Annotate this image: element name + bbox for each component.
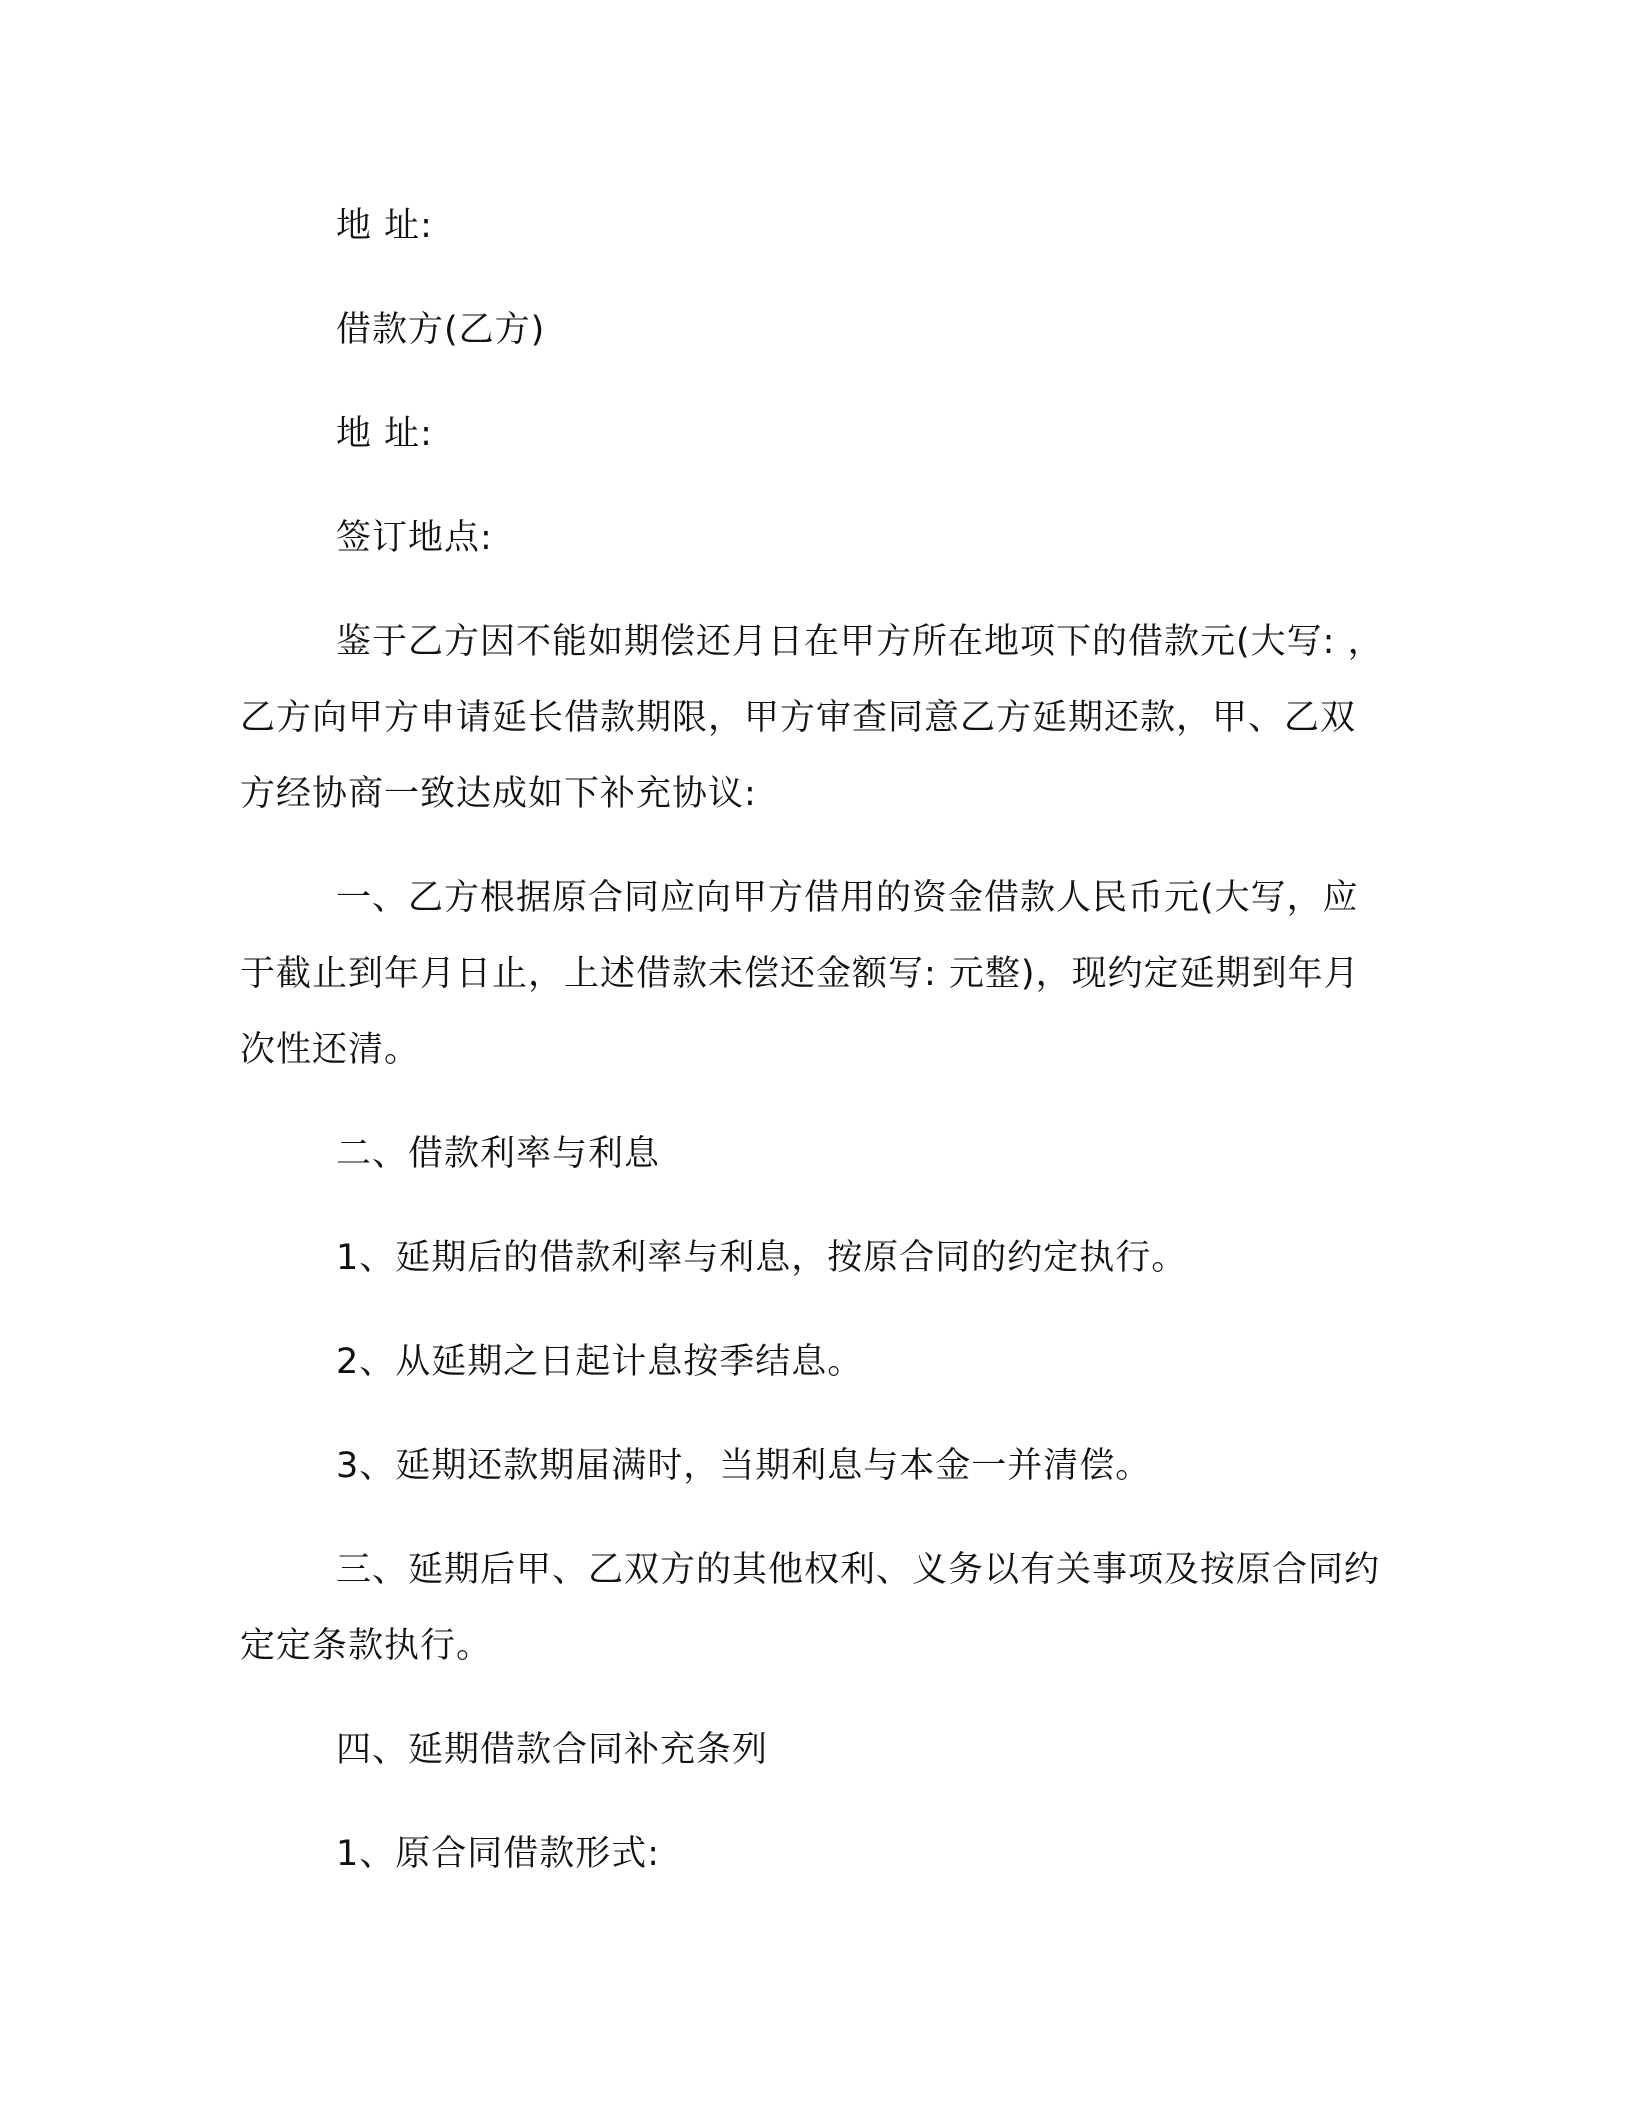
paragraph-clause-one: 一、乙方根据原合同应向甲方借用的资金借款人民币元(大写，应于截止到年月日止，上述借款未偿还金额写: 元整)，现约定延期到年月次性还清。	[240, 878, 1360, 1070]
heading-clause-two: 二、借款利率与利息	[336, 1134, 661, 1174]
paragraph-preamble: 鉴于乙方因不能如期偿还月日在甲方所在地项下的借款元(大写: ，乙方向甲方申请延长借款期限，甲方审查同意乙方延期还款，甲、乙双方经协商一致达成如下补充协议:	[240, 622, 1384, 814]
paragraph-signing-location: 签订地点:	[336, 518, 493, 558]
paragraph-clause-four-item-1: 1、原合同借款形式:	[336, 1834, 661, 1874]
paragraph-clause-two-item-3: 3、延期还款期届满时，当期利息与本金一并清偿。	[336, 1446, 1152, 1486]
paragraph-clause-two-item-1: 1、延期后的借款利率与利息，按原合同的约定执行。	[336, 1238, 1188, 1278]
paragraph-borrower-party: 借款方(乙方)	[336, 310, 546, 350]
paragraph-address-lender: 地 址:	[336, 206, 433, 246]
document-body	[240, 188, 1386, 1920]
heading-clause-four: 四、延期借款合同补充条列	[336, 1730, 769, 1770]
paragraph-clause-two-item-2: 2、从延期之日起计息按季结息。	[336, 1342, 864, 1382]
paragraph-clause-three: 三、延期后甲、乙双方的其他权利、义务以有关事项及按原合同约定定条款执行。	[240, 1550, 1381, 1666]
paragraph-address-borrower: 地 址:	[336, 414, 433, 454]
